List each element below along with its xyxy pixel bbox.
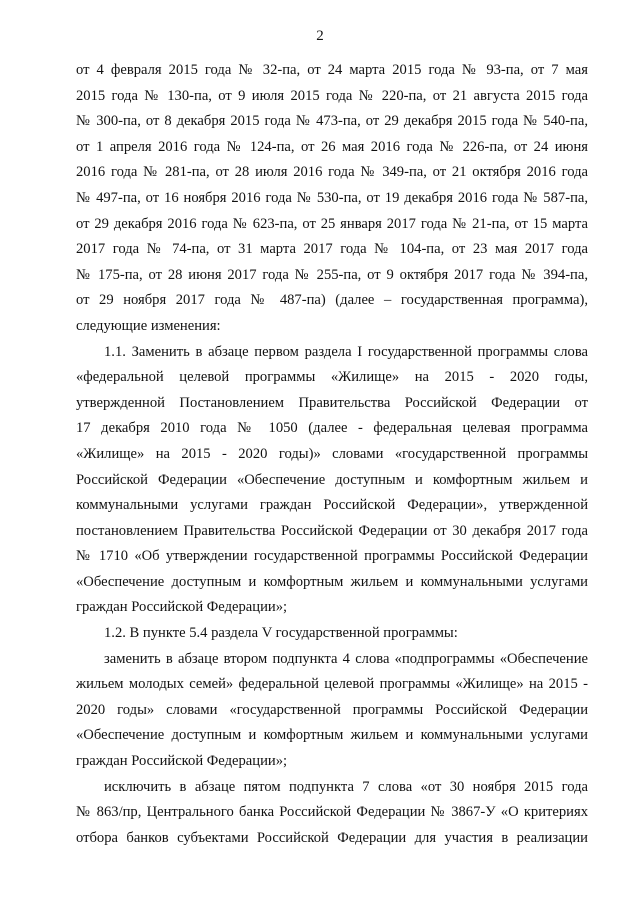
text-line: № 1710 «Об утверждении государственной программы Российской Федерации bbox=[76, 548, 588, 565]
text-line: «Обеспечение доступным и комфортным жильем и коммунальными услугами bbox=[76, 727, 588, 744]
text-line: «Жилище» на 2015 - 2020 годы)» словами «государственной программы bbox=[76, 445, 588, 462]
text-line: «федеральной целевой программы «Жилище» на 2015 - 2020 годы, bbox=[76, 369, 588, 386]
text-line: коммунальными услугами граждан Российской Федерации», утвержденной bbox=[76, 497, 588, 514]
text-line: исключить в абзаце пятом подпункта 7 слова «от 30 ноября 2015 года bbox=[104, 778, 588, 795]
text-line: от 4 февраля 2015 года № 32-па, от 24 марта 2015 года № 93-па, от 7 мая bbox=[76, 62, 588, 78]
text-line: «Обеспечение доступным и комфортным жильем и коммунальными услугами bbox=[76, 573, 588, 590]
text-line: граждан Российской Федерации»; bbox=[76, 753, 288, 770]
text-line: постановлением Правительства Российской Федерации от 30 декабря 2017 года bbox=[76, 522, 588, 539]
text-line: от 29 ноября 2017 года № 487-па) (далее – государственная программа), bbox=[76, 292, 588, 309]
document-body bbox=[76, 58, 588, 851]
text-line: 1.2. В пункте 5.4 раздела V государственной программы: bbox=[104, 625, 458, 642]
text-line: утвержденной Постановлением Правительства Российской Федерации от bbox=[76, 394, 588, 411]
page-number: 2 bbox=[316, 28, 324, 44]
text-line: 2015 года № 130-па, от 9 июля 2015 года № 220-па, от 21 августа 2015 года bbox=[76, 87, 588, 104]
text-line: № 175-па, от 28 июня 2017 года № 255-па, от 9 октября 2017 года № 394-па, bbox=[76, 266, 588, 283]
text-line: Российской Федерации «Обеспечение доступным и комфортным жильем и bbox=[76, 471, 588, 488]
text-line: жильем молодых семей» федеральной целевой программы «Жилище» на 2015 - bbox=[76, 676, 588, 693]
text-line: от 1 апреля 2016 года № 124-па, от 26 мая 2016 года № 226-па, от 24 июня bbox=[76, 138, 588, 155]
text-line: следующие изменения: bbox=[76, 317, 221, 334]
text-line: 17 декабря 2010 года № 1050 (далее - федеральная целевая программа bbox=[76, 420, 588, 437]
text-line: граждан Российской Федерации»; bbox=[76, 599, 288, 616]
text-line: 2020 годы» словами «государственной программы Российской Федерации bbox=[76, 701, 588, 718]
text-line: заменить в абзаце втором подпункта 4 слова «подпрограммы «Обеспечение bbox=[104, 650, 588, 667]
text-line: 1.1. Заменить в абзаце первом раздела I государственной программы слова bbox=[104, 343, 588, 360]
text-line: № 863/пр, Центрального банка Российской Федерации № 3867-У «О критериях bbox=[76, 804, 588, 821]
text-line: № 497-па, от 16 ноября 2016 года № 530-па, от 19 декабря 2016 года № 587-па, bbox=[76, 189, 588, 206]
text-line: отбора банков субъектами Российской Федерации для участия в реализации bbox=[76, 829, 588, 846]
text-line: 2016 года № 281-па, от 28 июля 2016 года № 349-па, от 21 октября 2016 года bbox=[76, 164, 588, 181]
text-line: 2017 года № 74-па, от 31 марта 2017 года № 104-па, от 23 мая 2017 года bbox=[76, 241, 588, 258]
text-line: от 29 декабря 2016 года № 623-па, от 25 января 2017 года № 21-па, от 15 марта bbox=[76, 215, 588, 232]
text-line: № 300-па, от 8 декабря 2015 года № 473-па, от 29 декабря 2015 года № 540-па, bbox=[76, 113, 588, 130]
